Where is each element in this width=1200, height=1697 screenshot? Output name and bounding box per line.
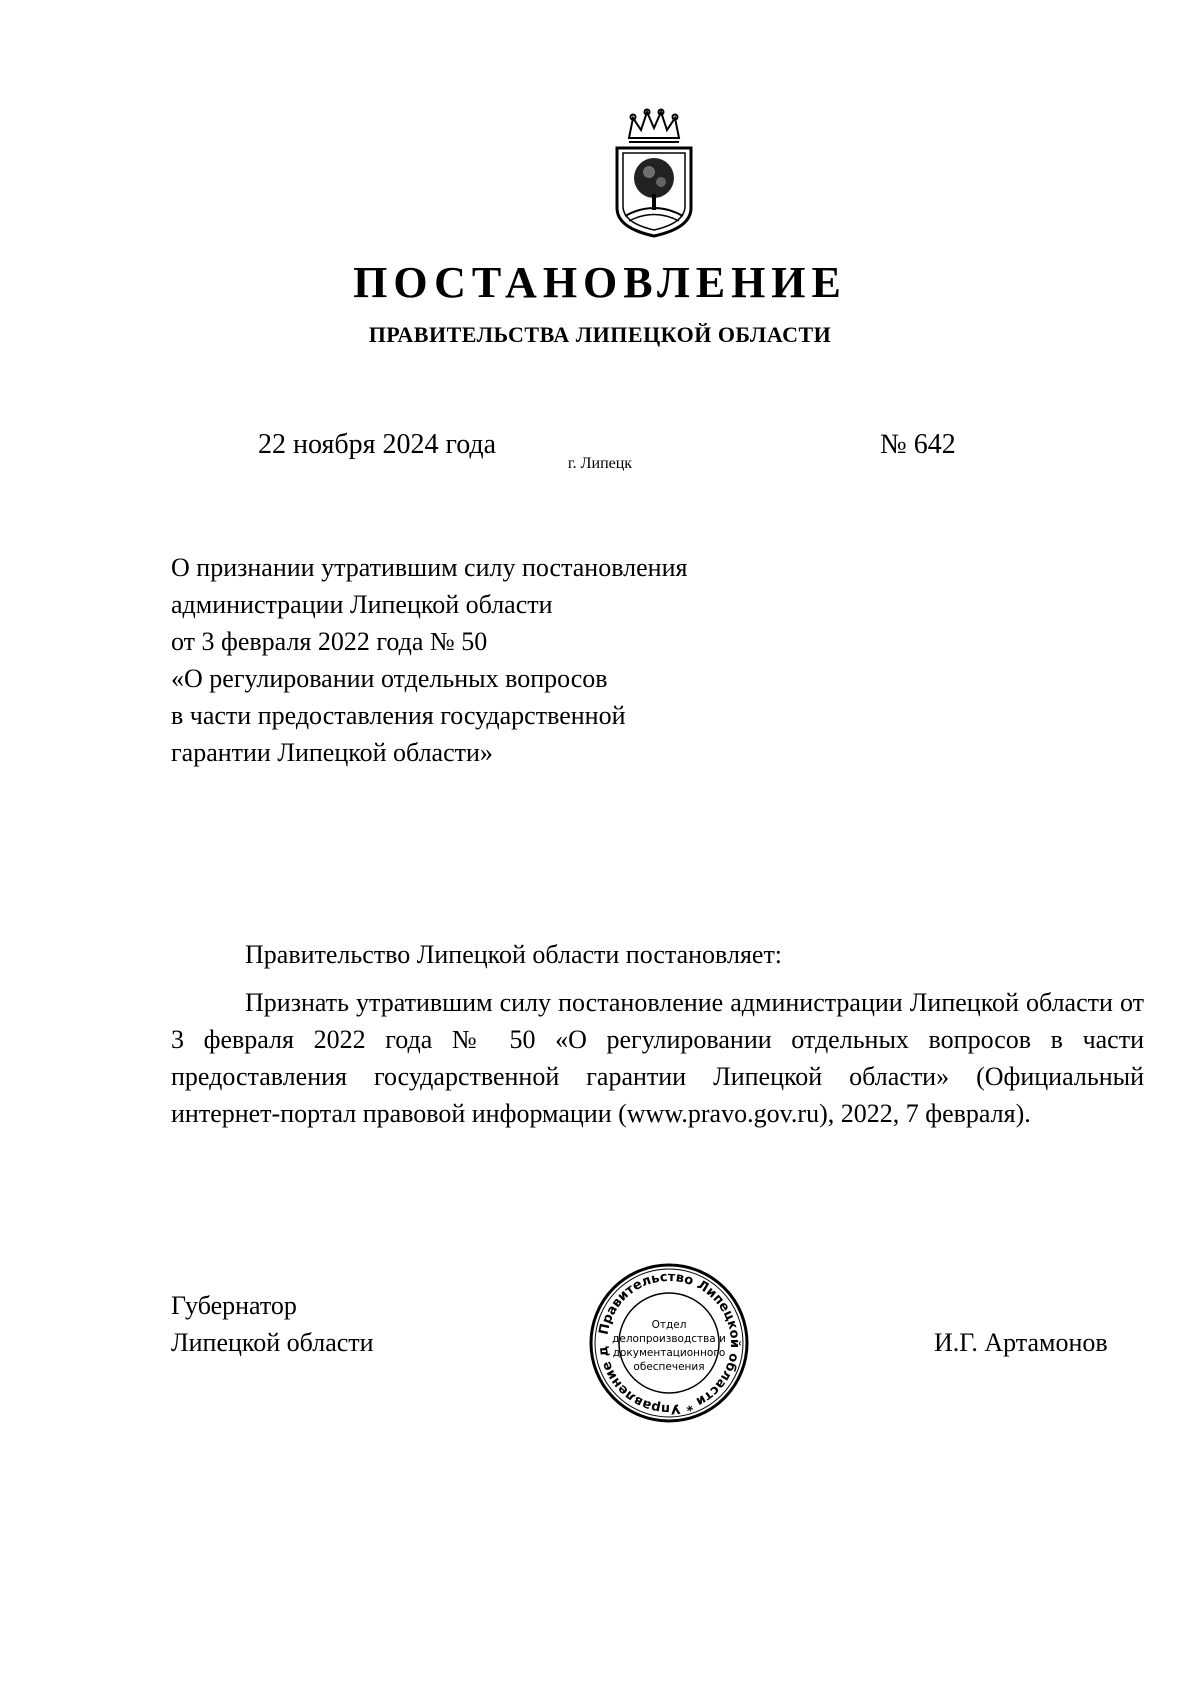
stamp-inner-line: обеспечения xyxy=(633,1361,705,1373)
stamp-outer-text: Правительство Липецкой области * Управление д xyxy=(595,1269,743,1417)
subject-line: «О регулировании отдельных вопросов xyxy=(171,664,608,693)
document-subtitle: ПРАВИТЕЛЬСТВА ЛИПЕЦКОЙ ОБЛАСТИ xyxy=(368,322,832,347)
subject-line: администрации Липецкой области xyxy=(171,590,553,619)
signatory-name: И.Г. Артамонов xyxy=(934,1328,1108,1357)
stamp-inner-line: документационного xyxy=(612,1347,726,1359)
stamp-inner-line: Отдел xyxy=(651,1319,687,1331)
subject-line: в части предоставления государственной xyxy=(171,701,626,730)
signatory-title xyxy=(171,1287,374,1361)
document-date: 22 ноября 2024 года xyxy=(258,429,497,460)
subject-line: от 3 февраля 2022 года № 50 xyxy=(171,627,488,656)
official-stamp xyxy=(588,1262,750,1424)
subject-line: гарантии Липецкой области» xyxy=(171,738,493,767)
subject-line: О признании утратившим силу постановления xyxy=(171,553,688,582)
resolution-intro: Правительство Липецкой области постановляет: xyxy=(245,940,783,969)
document-subject xyxy=(171,549,687,771)
document-number: № 642 xyxy=(880,429,956,460)
document-city: г. Липецк xyxy=(567,455,633,472)
document-title: ПОСТАНОВЛЕНИЕ xyxy=(353,258,847,307)
resolution-body: Признать утратившим силу постановление администрации Липецкой области от 3 февраля 2022 года № 50 «О регулировании отдельных вопросов в части предоставления государственной гарантии Липецкой области» (Официальный интернет-портал правовой информации (www.pravo.gov.ru), 2022, 7 февраля). xyxy=(171,988,1144,1128)
signatory-title-line: Липецкой области xyxy=(171,1328,374,1357)
coat-of-arms-icon xyxy=(609,108,699,240)
signatory-title-line: Губернатор xyxy=(171,1291,297,1320)
stamp-inner-line: делопроизводства и xyxy=(612,1333,726,1345)
